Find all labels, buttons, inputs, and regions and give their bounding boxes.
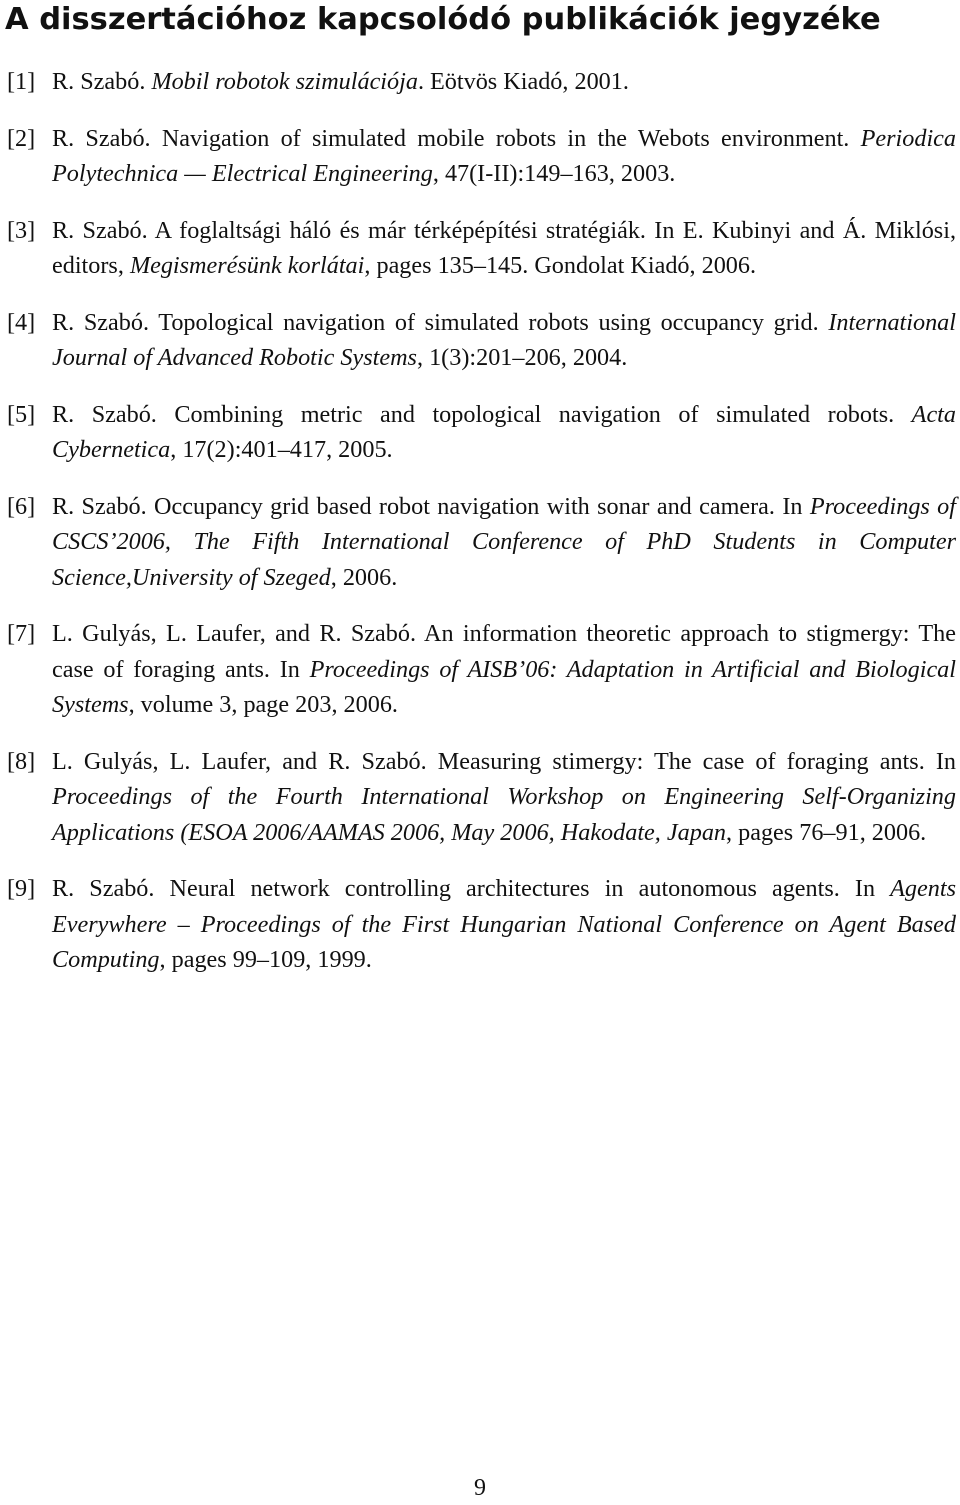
reference-number: [9]	[7, 875, 36, 902]
reference-segment: R. Szabó.	[52, 68, 152, 95]
reference-venue: International Journal of Advanced Robotic Systems	[52, 308, 956, 371]
reference-segment: R. Szabó. Topological navigation of simulated robots using occupancy grid.	[52, 308, 829, 336]
reference-number: [8]	[7, 747, 36, 775]
reference-segment: R. Szabó. Combining metric and topological navigation of simulated robots.	[52, 400, 912, 428]
reference-number: [7]	[7, 620, 36, 647]
reference-item	[0, 64, 956, 100]
reference-text	[52, 309, 956, 372]
reference-venue: Megismerésünk korlátai	[129, 252, 365, 279]
reference-segment: , 1(3):201–206, 2004.	[416, 344, 628, 371]
reference-item	[0, 121, 956, 192]
reference-item	[0, 744, 956, 851]
reference-item	[0, 489, 956, 596]
reference-segment: , pages 76–91, 2006.	[726, 818, 927, 846]
reference-number: [4]	[7, 308, 36, 336]
reference-number: [5]	[7, 400, 36, 428]
reference-text	[52, 620, 956, 718]
reference-segment: L. Gulyás, L. Laufer, and R. Szabó. Measuring stimergy: The case of foraging ants. In	[52, 747, 956, 775]
reference-segment: , pages 99–109, 1999.	[159, 946, 372, 973]
reference-number: [2]	[7, 124, 36, 152]
reference-text	[52, 748, 956, 846]
reference-segment: , pages 135–145. Gondolat Kiadó, 2006.	[364, 252, 757, 279]
reference-venue: Proceedings of AISB’06: Adaptation in Artificial and Biological Systems	[52, 655, 956, 718]
reference-segment: , 2006.	[330, 563, 398, 591]
reference-venue: Mobil robotok szimulációja	[151, 68, 418, 95]
reference-segment: , 17(2):401–417, 2005.	[170, 436, 393, 463]
reference-venue: Periodica Polytechnica — Electrical Engineering	[52, 124, 956, 187]
reference-venue: Proceedings of CSCS’2006, The Fifth International Conference of PhD Students in Computer Science,University of Szeged	[52, 492, 956, 591]
reference-segment: R. Szabó. A foglaltsági háló és már térképépítési stratégiák. In E. Kubinyi and Á. Miklósi, editors,	[52, 216, 956, 279]
reference-number: [1]	[7, 68, 36, 95]
reference-item	[0, 397, 956, 468]
reference-text	[52, 217, 956, 280]
reference-item	[0, 213, 956, 284]
reference-segment: , 47(I-II):149–163, 2003.	[432, 160, 676, 187]
reference-text	[52, 493, 956, 591]
reference-text	[52, 68, 629, 95]
reference-item	[0, 305, 956, 376]
reference-venue: Acta Cybernetica	[52, 400, 956, 463]
reference-list	[0, 64, 960, 999]
reference-venue: Agents Everywhere – Proceedings of the First Hungarian National Conference on Agent Based Computing	[52, 875, 956, 973]
reference-segment: R. Szabó. Navigation of simulated mobile robots in the Webots environment.	[52, 124, 861, 152]
reference-number: [3]	[7, 216, 36, 244]
page-number: 9	[474, 1475, 486, 1501]
reference-text	[52, 401, 956, 464]
reference-venue: Proceedings of the Fourth International Workshop on Engineering Self-Organizing Applications (ESOA 2006/AAMAS 2006, May 2006, Hakodate, Japan	[52, 783, 956, 846]
reference-text	[52, 125, 956, 188]
reference-segment: L. Gulyás, L. Laufer, and R. Szabó. An information theoretic approach to stigmergy: The case of foraging ants. In	[52, 620, 956, 683]
reference-segment: R. Szabó. Neural network controlling architectures in autonomous agents. In	[52, 875, 891, 902]
reference-item	[0, 871, 956, 978]
page-title: A disszertációhoz kapcsolódó publikációk jegyzéke	[5, 2, 881, 37]
reference-number: [6]	[7, 492, 36, 520]
reference-segment: R. Szabó. Occupancy grid based robot navigation with sonar and camera. In	[52, 492, 810, 520]
reference-text	[52, 875, 956, 973]
reference-item	[0, 616, 956, 723]
reference-segment: , volume 3, page 203, 2006.	[128, 691, 398, 718]
reference-segment: . Eötvös Kiadó, 2001.	[417, 68, 629, 95]
